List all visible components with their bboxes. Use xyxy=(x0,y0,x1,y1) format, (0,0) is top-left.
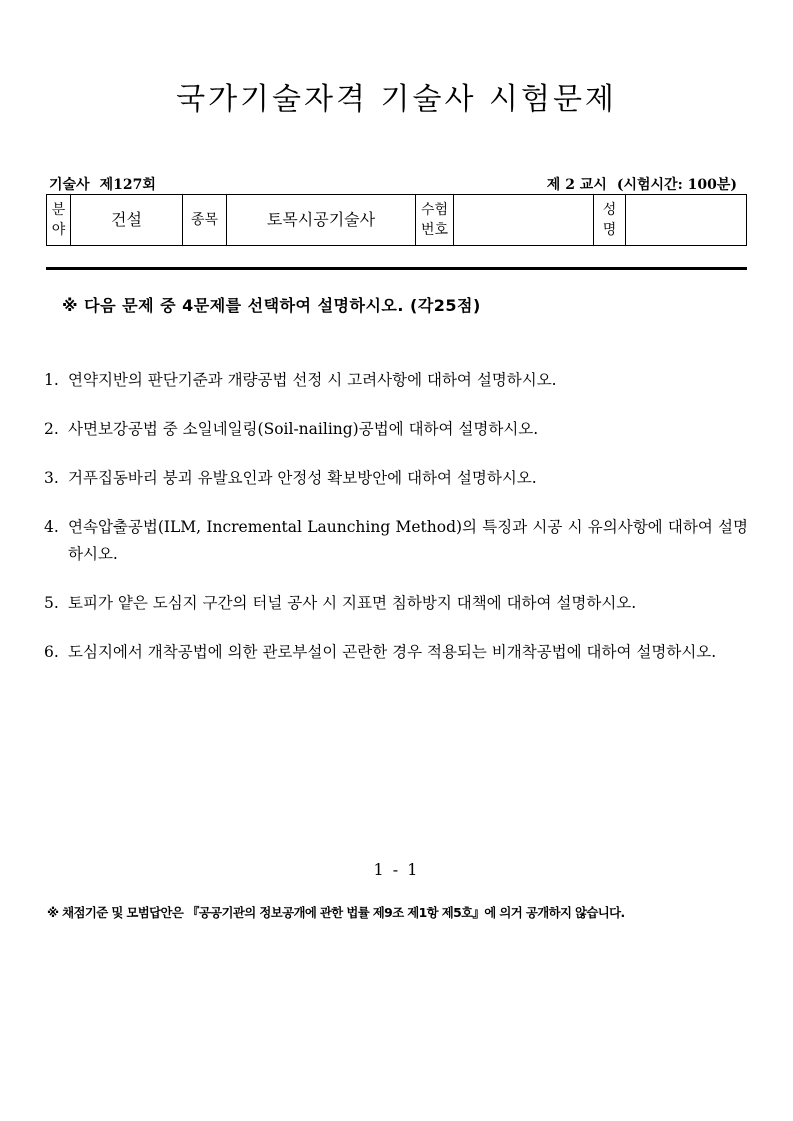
question-number: 2. xyxy=(44,420,59,438)
divider xyxy=(46,267,747,270)
question-2 xyxy=(44,416,748,443)
question-text: 도심지에서 개착공법에 의한 관로부설이 곤란한 경우 적용되는 비개착공법에 대하여 설명하시오. xyxy=(68,643,717,661)
question-text: 연속압출공법(ILM, Incremental Launching Method)의 특징과 시공 시 유의사항에 대하여 설명하시오. xyxy=(68,518,748,563)
question-5 xyxy=(44,590,748,617)
question-1 xyxy=(44,367,748,394)
instruction: ※ 다음 문제 중 4문제를 선택하여 설명하시오. (각25점) xyxy=(62,296,481,315)
question-list xyxy=(44,367,748,688)
category-value: 토목시공기술사 xyxy=(227,195,416,246)
question-4 xyxy=(44,514,748,568)
question-number: 4. xyxy=(44,518,59,536)
question-3 xyxy=(44,465,748,492)
name-field[interactable] xyxy=(626,195,747,246)
exam-type: 기술사 xyxy=(49,177,90,193)
exam-info-right xyxy=(547,174,737,194)
exam-session: 제 2 교시 xyxy=(546,177,607,193)
exam-number-label: 수험 번호 xyxy=(416,195,454,246)
question-number: 3. xyxy=(44,469,59,487)
exam-duration: (시험시간: 100분) xyxy=(616,177,737,193)
name-label: 성 명 xyxy=(594,195,626,246)
exam-info-left xyxy=(49,174,156,194)
exam-number-field[interactable] xyxy=(454,195,594,246)
footnote: ※ 채점기준 및 모범답안은 『공공기관의 정보공개에 관한 법률 제9조 제1항 제5호』에 의거 공개하지 않습니다. xyxy=(47,905,625,920)
exam-round: 제127회 xyxy=(99,177,156,193)
page-title: 국가기술자격 기술사 시험문제 xyxy=(176,82,617,117)
field-label: 분 야 xyxy=(47,195,71,246)
category-label: 종목 xyxy=(183,195,227,246)
page-number: 1 - 1 xyxy=(373,860,420,879)
question-number: 5. xyxy=(44,594,59,612)
question-number: 1. xyxy=(44,371,59,389)
question-number: 6. xyxy=(44,643,59,661)
question-text: 토피가 얕은 도심지 구간의 터널 공사 시 지표면 침하방지 대책에 대하여 설명하시오. xyxy=(68,594,637,612)
field-value: 건설 xyxy=(71,195,183,246)
question-text: 연약지반의 판단기준과 개량공법 선정 시 고려사항에 대하여 설명하시오. xyxy=(68,371,557,389)
question-text: 사면보강공법 중 소일네일링(Soil-nailing)공법에 대하여 설명하시오. xyxy=(68,420,539,438)
question-6 xyxy=(44,639,748,666)
question-text: 거푸집동바리 붕괴 유발요인과 안정성 확보방안에 대하여 설명하시오. xyxy=(68,469,537,487)
exam-info-table xyxy=(46,194,747,246)
